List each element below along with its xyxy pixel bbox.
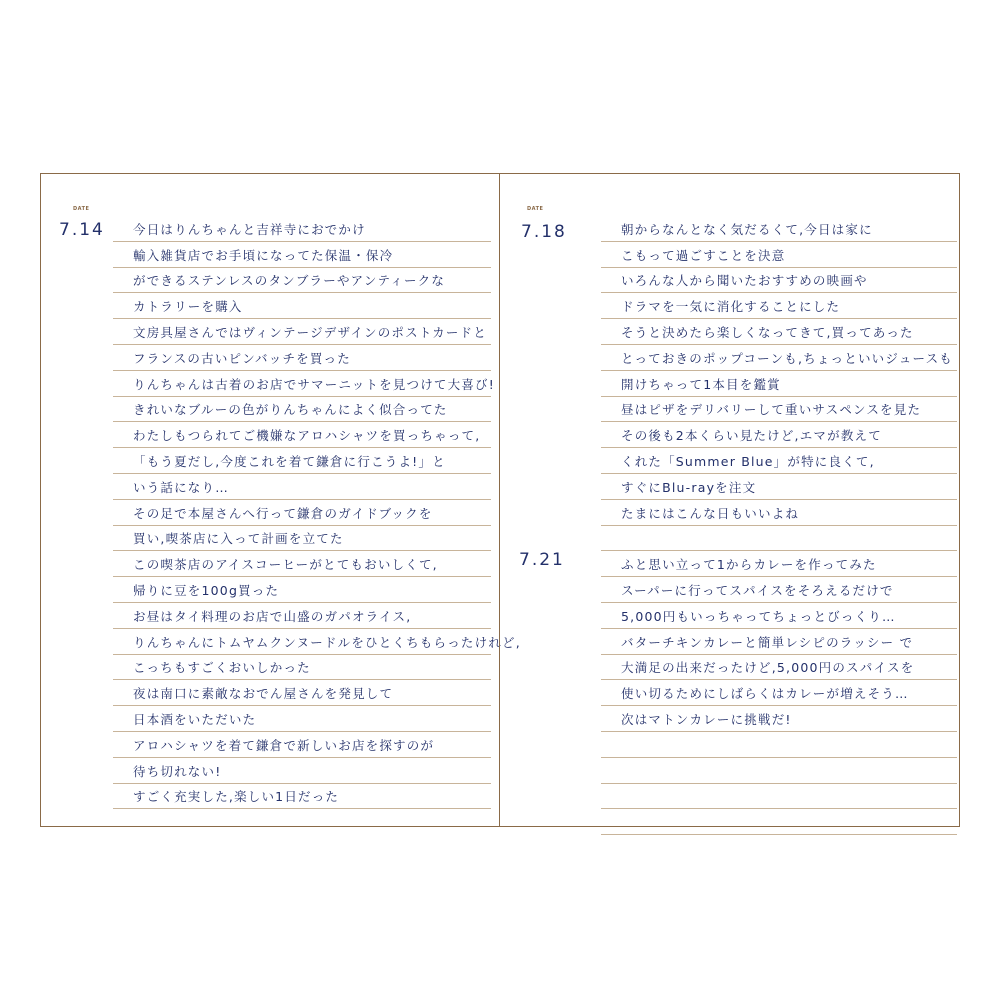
- diary-line: アロハシャツを着て鎌倉で新しいお店を探すのが: [133, 737, 435, 753]
- diary-line: すごく充実した,楽しい1日だった: [133, 789, 340, 805]
- right-page: [501, 174, 959, 826]
- diary-line: カトラリーを購入: [133, 299, 243, 315]
- ruled-line: [601, 319, 957, 345]
- diary-line: くれた「Summer Blue」が特に良くて,: [621, 453, 875, 469]
- date-label: DATE: [73, 206, 90, 212]
- ruled-line: [601, 603, 957, 629]
- ruled-line: [113, 319, 491, 345]
- ruled-line: [113, 216, 491, 242]
- diary-line: スーパーに行ってスパイスをそろえるだけで: [621, 582, 894, 598]
- ruled-line: [113, 397, 491, 423]
- diary-line: その足で本屋さんへ行って鎌倉のガイドブックを: [133, 505, 433, 521]
- diary-line: 開けちゃって1本目を鑑賞: [621, 376, 781, 392]
- ruled-lines: [601, 216, 957, 835]
- ruled-lines: [113, 216, 521, 809]
- ruled-line: [113, 629, 521, 655]
- ruled-line: [113, 680, 491, 706]
- diary-line: そうと決めたら楽しくなってきて,買ってあった: [621, 324, 914, 340]
- ruled-line: [601, 448, 957, 474]
- ruled-line: [601, 732, 957, 758]
- ruled-line: [601, 268, 957, 294]
- ruled-line: [113, 655, 491, 681]
- diary-line: 帰りに豆を100g買った: [133, 582, 280, 598]
- diary-line: 5,000円もいっちゃってちょっとびっくり…: [621, 608, 896, 624]
- diary-line: いう話になり…: [133, 479, 229, 495]
- ruled-line: [601, 706, 957, 732]
- ruled-line: [601, 526, 957, 552]
- ruled-line: [113, 345, 491, 371]
- ruled-line: [601, 293, 957, 319]
- date-label: DATE: [527, 206, 544, 212]
- diary-line: きれいなブルーの色がりんちゃんによく似合ってた: [133, 402, 448, 418]
- ruled-line: [601, 809, 957, 835]
- ruled-line: [601, 500, 957, 526]
- diary-line: 今日はりんちゃんと吉祥寺におでかけ: [133, 221, 366, 237]
- ruled-line: [601, 345, 957, 371]
- ruled-line: [601, 551, 957, 577]
- ruled-line: [601, 422, 957, 448]
- ruled-line: [601, 474, 957, 500]
- diary-line: その後も2本くらい見たけど,エマが教えて: [621, 428, 882, 444]
- ruled-line: [601, 680, 957, 706]
- diary-line: 買い,喫茶店に入って計画を立てた: [133, 531, 344, 547]
- ruled-line: [601, 784, 957, 810]
- diary-line: 大満足の出来だったけど,5,000円のスパイスを: [621, 660, 915, 676]
- ruled-line: [113, 577, 491, 603]
- ruled-line: [113, 500, 491, 526]
- entry-date: 7.21: [519, 550, 565, 570]
- diary-line: 次はマトンカレーに挑戦だ!: [621, 711, 792, 727]
- ruled-line: [113, 784, 491, 810]
- diary-line: 待ち切れない!: [133, 763, 222, 779]
- ruled-line: [113, 706, 491, 732]
- ruled-line: [601, 371, 957, 397]
- ruled-line: [113, 293, 491, 319]
- ruled-line: [113, 268, 491, 294]
- ruled-line: [601, 629, 957, 655]
- ruled-line: [113, 526, 491, 552]
- diary-line: とっておきのポップコーンも,ちょっといいジュースも: [621, 350, 953, 366]
- ruled-line: [601, 216, 957, 242]
- ruled-line: [601, 655, 957, 681]
- diary-line: 文房具屋さんではヴィンテージデザインのポストカードと: [133, 324, 487, 340]
- diary-line: ができるステンレスのタンブラーやアンティークな: [133, 273, 446, 289]
- diary-line: 日本酒をいただいた: [133, 711, 257, 727]
- notebook-spread: [40, 173, 960, 827]
- notebook-spine: [499, 174, 500, 826]
- diary-line: ふと思い立って1からカレーを作ってみた: [621, 557, 877, 573]
- ruled-line: [113, 474, 491, 500]
- diary-line: こもって過ごすことを決意: [621, 247, 786, 263]
- diary-line: 夜は南口に素敵なおでん屋さんを発見して: [133, 686, 394, 702]
- ruled-line: [113, 603, 491, 629]
- diary-line: この喫茶店のアイスコーヒーがとてもおいしくて,: [133, 557, 438, 573]
- ruled-line: [113, 242, 491, 268]
- diary-line: バターチキンカレーと簡単レシピのラッシー で: [621, 634, 914, 650]
- diary-line: 輸入雑貨店でお手頃になってた保温・保冷: [133, 247, 394, 263]
- ruled-line: [113, 732, 491, 758]
- entry-date: 7.14: [59, 220, 105, 240]
- diary-line: たまにはこんな日もいいよね: [621, 505, 800, 521]
- left-page: [41, 174, 521, 826]
- diary-line: 昼はピザをデリバリーして重いサスペンスを見た: [621, 402, 922, 418]
- ruled-line: [601, 397, 957, 423]
- ruled-line: [113, 371, 495, 397]
- diary-line: すぐにBlu-rayを注文: [621, 479, 757, 495]
- ruled-line: [601, 758, 957, 784]
- diary-line: 「もう夏だし,今度これを着て鎌倉に行こうよ!」と: [133, 453, 446, 469]
- ruled-line: [601, 242, 957, 268]
- diary-line: フランスの古いピンバッチを買った: [133, 350, 351, 366]
- diary-line: 朝からなんとなく気だるくて,今日は家に: [621, 221, 873, 237]
- ruled-line: [113, 551, 491, 577]
- ruled-line: [113, 448, 491, 474]
- ruled-line: [113, 758, 491, 784]
- diary-line: ドラマを一気に消化することにした: [621, 299, 841, 315]
- diary-line: お昼はタイ料理のお店で山盛のガパオライス,: [133, 608, 412, 624]
- diary-line: こっちもすごくおいしかった: [133, 660, 311, 676]
- diary-line: りんちゃんは古着のお店でサマーニットを見つけて大喜び!: [133, 376, 495, 392]
- ruled-line: [113, 422, 491, 448]
- entry-date: 7.18: [521, 222, 567, 242]
- ruled-line: [601, 577, 957, 603]
- diary-line: いろんな人から聞いたおすすめの映画や: [621, 273, 868, 289]
- diary-line: りんちゃんにトムヤムクンヌードルをひとくちもらったけれど,: [133, 634, 521, 650]
- diary-line: わたしもつられてご機嫌なアロハシャツを買っちゃって,: [133, 428, 481, 444]
- diary-line: 使い切るためにしばらくはカレーが増えそう…: [621, 686, 909, 702]
